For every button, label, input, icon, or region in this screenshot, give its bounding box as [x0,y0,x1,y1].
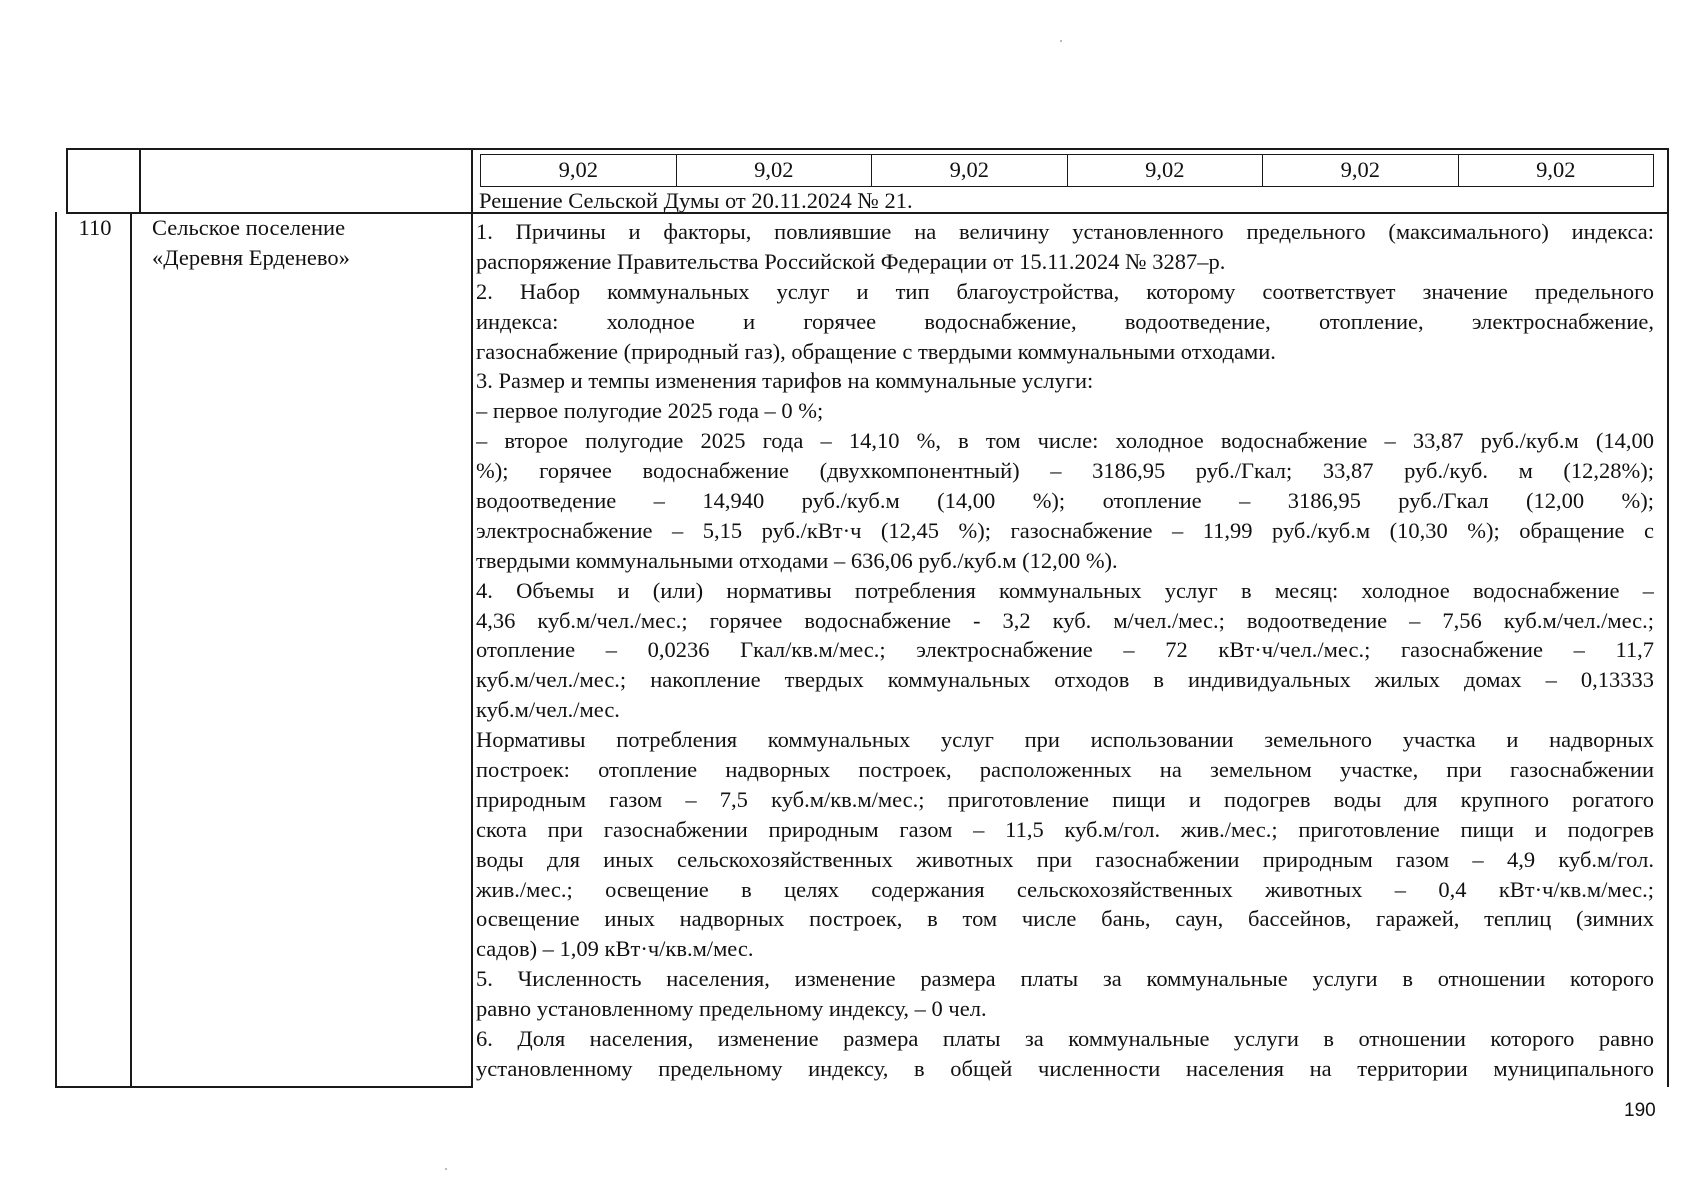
index-value-cell: 9,02 [481,155,677,186]
text-line: 2. Набор коммунальных услуг и тип благоустройства, которому соответствует значение предельного [476,278,1654,304]
settlement-name-line: «Деревня Ерденево» [152,245,350,270]
col-border-1-lower [130,212,132,1087]
text-line: водоотведение – 14,940 руб./куб.м (14,00 %); отопление – 3186,95 руб./Гкал (12,00 %); [476,488,1654,514]
table-bottom-border [55,1086,473,1088]
index-value-cell: 9,02 [1068,155,1264,186]
text-line: садов) – 1,09 кВт·ч/кв.м/мес. [476,936,754,962]
tariff-index-values-row [480,154,1654,187]
text-line: куб.м/чел./мес. [476,697,620,723]
row-number: 110 [78,215,112,240]
page-number: 190 [1624,1100,1656,1121]
text-line: 1. Причины и факторы, повлиявшие на величину установленного предельного (максимального) индекса: [476,219,1654,244]
text-line: твердыми коммунальными отходами – 636,06 руб./куб.м (12,00 %). [476,547,1118,573]
text-line: скота при газоснабжении природным газом – 11,5 куб.м/гол. жив./мес.; приготовление пищи и подогрев [476,816,1654,842]
scan-speck [445,1168,447,1170]
text-line: 3. Размер и темпы изменения тарифов на коммунальные услуги: [476,368,1094,394]
text-line: куб.м/чел./мес.; накопление твердых коммунальных отходов в индивидуальных жилых домах – 0,13333 [476,667,1654,693]
text-line: воды для иных сельскохозяйственных животных при газоснабжении природным газом – 4,9 куб.м/гол. [476,846,1654,872]
index-justification-text [476,217,1654,1084]
text-line: 6. Доля населения, изменение размера платы за коммунальные услуги в отношении которого равно [476,1026,1654,1052]
text-line: 4. Объемы и (или) нормативы потребления коммунальных услуг в месяц: холодное водоснабжение – [476,577,1654,603]
decision-reference: Решение Сельской Думы от 20.11.2024 № 21. [479,188,913,213]
text-line: природным газом – 7,5 куб.м/кв.м/мес.; приготовление пищи и подогрев воды для крупного рогатого [476,786,1654,812]
text-line: освещение иных надворных построек, в том числе бань, саун, бассейнов, гаражей, теплиц (зимних [476,906,1654,932]
text-line: распоряжение Правительства Российской Федерации от 15.11.2024 № 3287–р. [476,248,1226,274]
text-line: индекса: холодное и горячее водоснабжение, водоотведение, отопление, электроснабжение, [476,308,1654,334]
text-line: – второе полугодие 2025 года – 14,10 %, в том числе: холодное водоснабжение – 33,87 руб./куб.м (14,00 [476,428,1654,454]
settlement-name-line: Сельское поселение [152,215,346,240]
text-line: 4,36 куб.м/чел./мес.; горячее водоснабжение - 3,2 куб. м/чел./мес.; водоотведение – 7,56 куб.м/чел./мес.; [476,607,1654,633]
index-value-cell: 9,02 [1536,157,1576,182]
text-line: построек: отопление надворных построек, расположенных на земельном участке, при газоснабжении [476,757,1654,783]
text-line: жив./мес.; освещение в целях содержания сельскохозяйственных животных – 0,4 кВт·ч/кв.м/мес.; [476,876,1654,902]
col-border-left-lower [55,212,57,1087]
col-border-2 [471,148,473,1087]
table-top-border [66,148,1668,150]
text-line: установленному предельному индексу, в общей численности населения на территории муниципального [476,1055,1654,1081]
col-border-1 [139,148,141,212]
text-line: – первое полугодие 2025 года – 0 %; [476,398,824,424]
text-line: электроснабжение – 5,15 руб./кВт·ч (12,45 %); газоснабжение – 11,99 руб./куб.м (10,30 %); обращение с [476,517,1654,543]
scan-speck [1060,40,1062,42]
index-value-cell: 9,02 [872,155,1068,186]
text-line: %); горячее водоснабжение (двухкомпонентный) – 3186,95 руб./Гкал; 33,87 руб./куб. м (12,28%); [476,458,1654,484]
text-line: равно установленному предельному индексу, – 0 чел. [476,996,987,1022]
col-border-right [1667,148,1669,1087]
text-line: газоснабжение (природный газ), обращение с твердыми коммунальными отходами. [476,338,1276,364]
text-line: Нормативы потребления коммунальных услуг при использовании земельного участка и надворных [476,727,1654,753]
index-value-cell: 9,02 [1263,155,1459,186]
settlement-name [152,213,350,273]
text-line: 5. Численность населения, изменение размера платы за коммунальные услуги в отношении которого [476,966,1654,992]
index-value-cell: 9,02 [677,155,873,186]
text-line: отопление – 0,0236 Гкал/кв.м/мес.; электроснабжение – 72 кВт·ч/чел./мес.; газоснабжение – 11,7 [476,637,1654,663]
col-border-left [66,148,68,212]
